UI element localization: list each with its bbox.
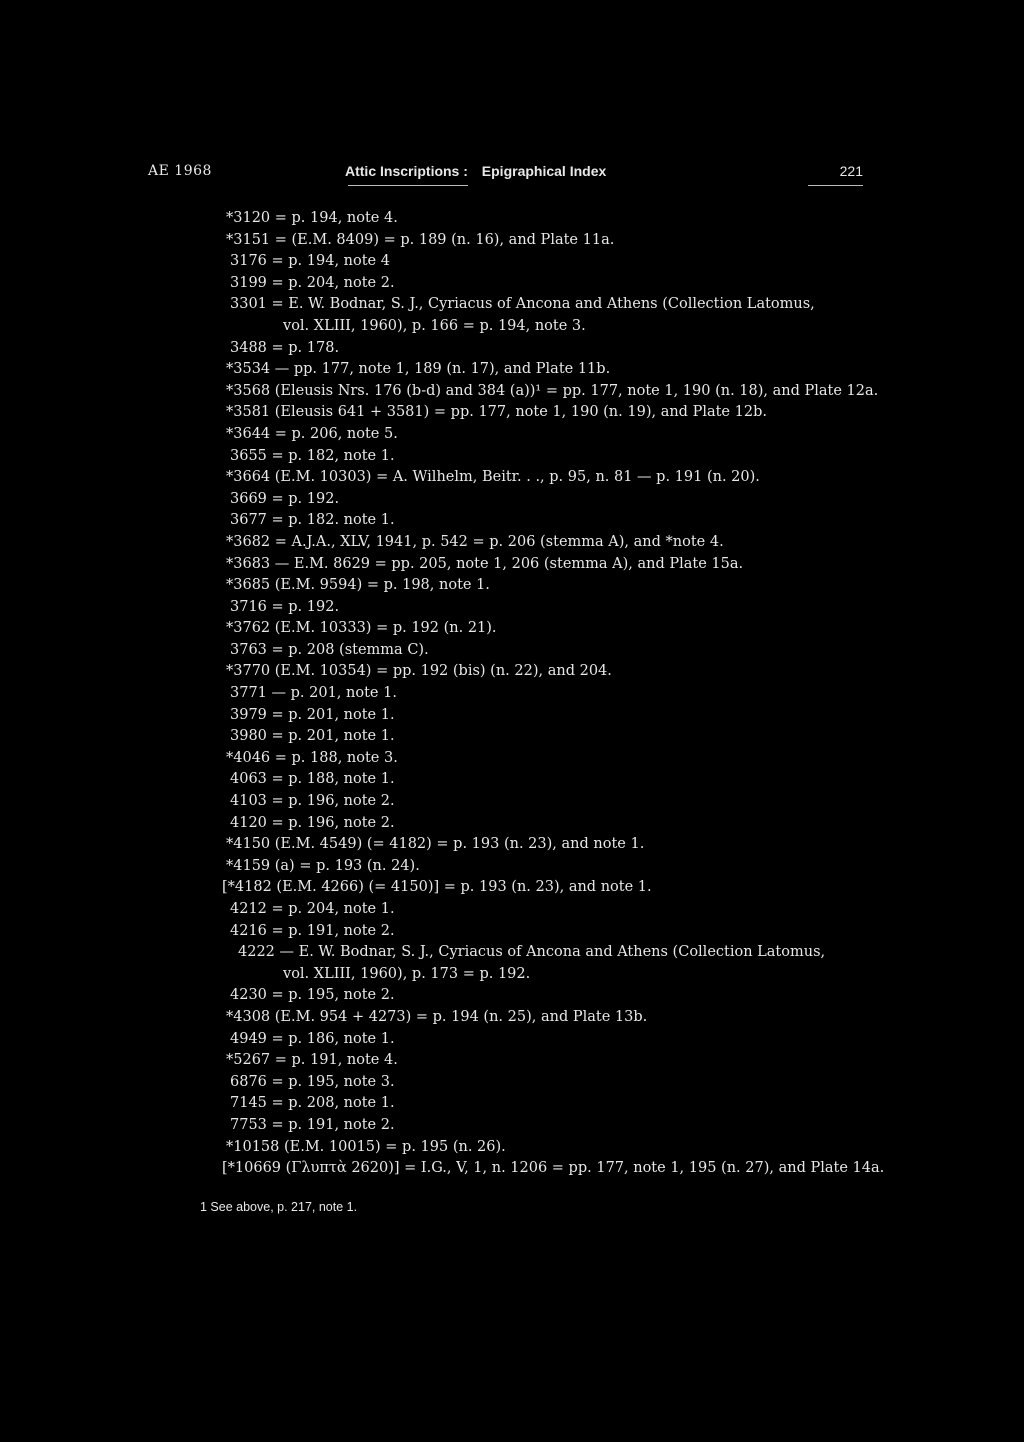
- index-entry: *3644 = p. 206, note 5.: [226, 425, 398, 442]
- index-entry: 4216 = p. 191, note 2.: [230, 922, 395, 939]
- index-entry: 4230 = p. 195, note 2.: [230, 987, 395, 1004]
- index-entry: 3763 = p. 208 (stemma C).: [230, 641, 429, 658]
- index-entry: 4222 — E. W. Bodnar, S. J., Cyriacus of Ancona and Athens (Collection Latomus,: [238, 944, 826, 961]
- index-entry: [*10669 (Γλυπτὰ 2620)] = I.G., V, 1, n. 1206 = pp. 177, note 1, 195 (n. 27), and Plate 14a.: [222, 1160, 885, 1177]
- index-entry: 3980 = p. 201, note 1.: [230, 728, 395, 745]
- title-part2: Epigraphical Index: [481, 163, 607, 179]
- index-entry: *4046 = p. 188, note 3.: [226, 749, 398, 766]
- index-entry: 7753 = p. 191, note 2.: [230, 1116, 395, 1133]
- index-entry: 7145 = p. 208, note 1.: [230, 1095, 395, 1112]
- index-entry: *4308 (E.M. 954 + 4273) = p. 194 (n. 25), and Plate 13b.: [226, 1008, 648, 1025]
- index-entry: 3199 = p. 204, note 2.: [230, 274, 395, 291]
- index-entry: *3568 (Eleusis Nrs. 176 (b-d) and 384 (a))¹ = pp. 177, note 1, 190 (n. 18), and Plate 12a.: [226, 382, 879, 399]
- index-entry: 3716 = p. 192.: [230, 598, 340, 615]
- index-entry: *3683 — E.M. 8629 = pp. 205, note 1, 206 (stemma A), and Plate 15a.: [226, 555, 744, 572]
- index-entry: *3151 = (E.M. 8409) = p. 189 (n. 16), and Plate 11a.: [226, 231, 615, 248]
- title-part1: Attic Inscriptions :: [345, 163, 468, 179]
- page-title: [345, 163, 606, 179]
- index-entry: 3176 = p. 194, note 4: [230, 253, 390, 270]
- index-entry-continuation: vol. XLIII, 1960), p. 166 = p. 194, note 3.: [283, 317, 586, 334]
- journal-year: ΑΕ 1968: [148, 163, 212, 179]
- running-header: [148, 163, 863, 187]
- index-entry: *3534 — pp. 177, note 1, 189 (n. 17), and Plate 11b.: [226, 361, 611, 378]
- index-entries: [0, 208, 1024, 1180]
- index-entry: *5267 = p. 191, note 4.: [226, 1052, 398, 1069]
- index-entry: *3682 = A.J.A., XLV, 1941, p. 542 = p. 206 (stemma A), and *note 4.: [226, 533, 724, 550]
- index-entry: 4103 = p. 196, note 2.: [230, 793, 395, 810]
- index-entry: *4150 (E.M. 4549) (= 4182) = p. 193 (n. 23), and note 1.: [226, 836, 645, 853]
- index-entry: 3655 = p. 182, note 1.: [230, 447, 395, 464]
- index-entry: *10158 (E.M. 10015) = p. 195 (n. 26).: [226, 1138, 506, 1155]
- index-entry: *3685 (E.M. 9594) = p. 198, note 1.: [226, 577, 490, 594]
- index-entry: 4120 = p. 196, note 2.: [230, 814, 395, 831]
- index-entry: *3770 (E.M. 10354) = pp. 192 (bis) (n. 22), and 204.: [226, 663, 612, 680]
- index-entry: 3301 = E. W. Bodnar, S. J., Cyriacus of Ancona and Athens (Collection Latomus,: [230, 296, 815, 313]
- index-entry: [*4182 (E.M. 4266) (= 4150)] = p. 193 (n. 23), and note 1.: [222, 879, 652, 896]
- footnote: 1 See above, p. 217, note 1.: [200, 1200, 358, 1214]
- index-entry: *3762 (E.M. 10333) = p. 192 (n. 21).: [226, 620, 497, 637]
- index-entry: *4159 (a) = p. 193 (n. 24).: [226, 857, 420, 874]
- index-entry: 3771 — p. 201, note 1.: [230, 685, 397, 702]
- index-entry: 6876 = p. 195, note 3.: [230, 1073, 395, 1090]
- index-entry: 4063 = p. 188, note 1.: [230, 771, 395, 788]
- index-entry-continuation: vol. XLIII, 1960), p. 173 = p. 192.: [283, 965, 531, 982]
- index-entry: *3664 (E.M. 10303) = A. Wilhelm, Beitr. . ., p. 95, n. 81 — p. 191 (n. 20).: [226, 469, 760, 486]
- page-number-rule: [808, 185, 863, 186]
- index-entry: 3488 = p. 178.: [230, 339, 340, 356]
- index-entry: 3979 = p. 201, note 1.: [230, 706, 395, 723]
- index-entry: 4212 = p. 204, note 1.: [230, 901, 395, 917]
- index-entry: *3581 (Eleusis 641 + 3581) = pp. 177, note 1, 190 (n. 19), and Plate 12b.: [226, 404, 767, 421]
- header-rule: [348, 185, 468, 186]
- page-number: 221: [839, 163, 863, 179]
- index-entry: *3120 = p. 194, note 4.: [226, 210, 398, 226]
- index-entry: 3669 = p. 192.: [230, 490, 340, 507]
- index-entry: 4949 = p. 186, note 1.: [230, 1030, 395, 1047]
- index-entry: 3677 = p. 182. note 1.: [230, 512, 395, 529]
